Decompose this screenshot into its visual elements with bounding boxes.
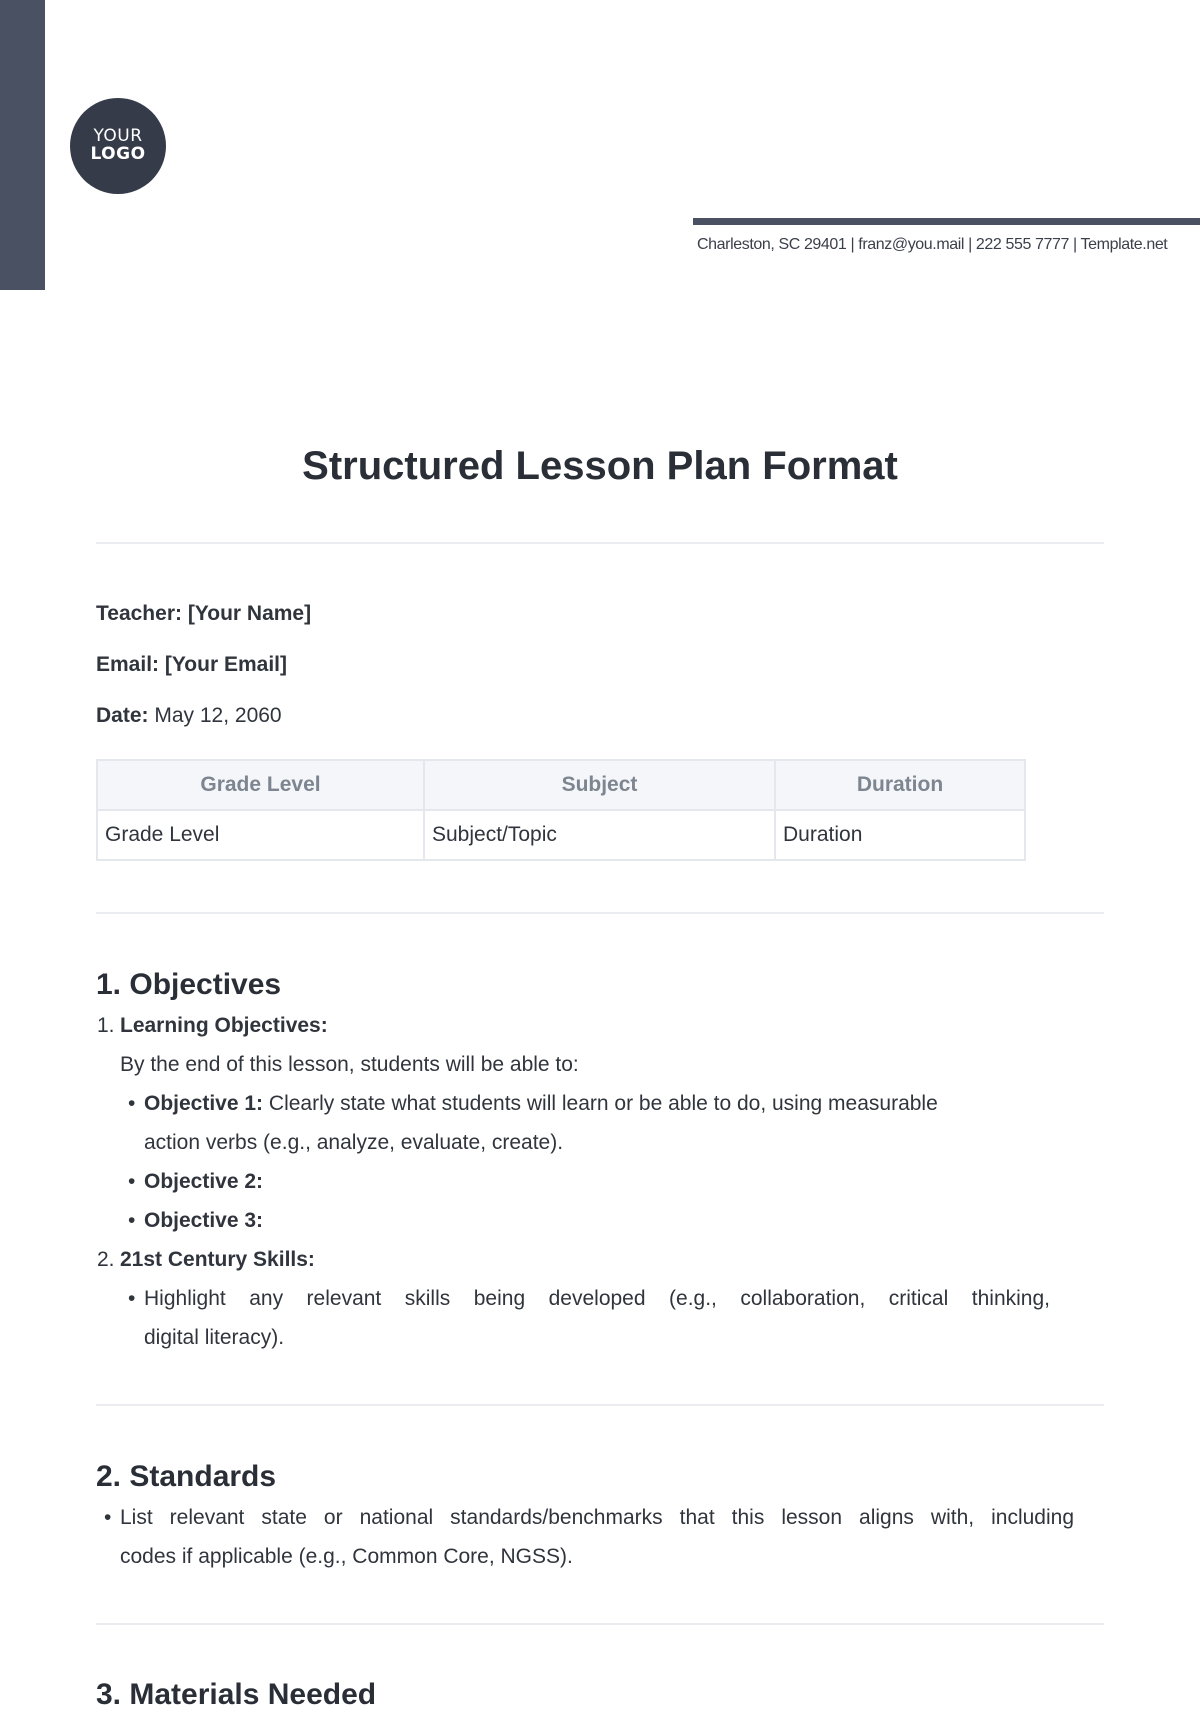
objective-1-line-2: action verbs (e.g., analyze, evaluate, create). (144, 1131, 564, 1154)
standards-line-2: codes if applicable (e.g., Common Core, NGSS). (120, 1545, 573, 1568)
objective-3-label: Objective 3: (144, 1209, 264, 1232)
objective-1-label: Objective 1: (144, 1092, 264, 1115)
bullet-dot: • (128, 1170, 136, 1193)
list-item-21st-century-skills (120, 1248, 315, 1272)
list-item-learning-objectives (120, 1014, 328, 1038)
section-heading-materials: 3. Materials Needed (96, 1678, 377, 1711)
logo-badge (70, 98, 166, 194)
lesson-info-table (96, 759, 1026, 861)
skills-line-1: Highlight any relevant skills being developed (e.g., collaboration, critical thinking, (144, 1287, 1050, 1310)
objective-1-text: Clearly state what students will learn or be able to do, using measurable (268, 1092, 938, 1115)
date-field (96, 704, 282, 728)
table-header-cell: Subject (424, 760, 775, 810)
section-heading-objectives: 1. Objectives (96, 968, 282, 1001)
objectives-intro: By the end of this lesson, students will be able to: (120, 1053, 579, 1076)
contact-info: Charleston, SC 29401 | franz@you.mail | 222 555 7777 | Template.net (697, 236, 1168, 253)
objective-2 (144, 1170, 263, 1194)
table-row (97, 810, 1025, 860)
standards-line-1: List relevant state or national standards/benchmarks that this lesson aligns with, including (120, 1506, 1074, 1529)
list-item-label: 21st Century Skills: (120, 1248, 315, 1271)
bullet-dot: • (128, 1287, 136, 1310)
bullet-dot: • (104, 1506, 112, 1529)
email-field (96, 653, 287, 677)
bullet-dot: • (128, 1092, 136, 1115)
email-text: Email: [Your Email] (96, 653, 287, 676)
document-title: Structured Lesson Plan Format (302, 444, 898, 488)
skills-line-2: digital literacy). (144, 1326, 285, 1349)
divider-title (96, 542, 1104, 544)
divider-standards (96, 1623, 1104, 1625)
teacher-text: Teacher: [Your Name] (96, 602, 312, 625)
table-cell: Duration (775, 810, 1025, 860)
list-item-label: Learning Objectives: (120, 1014, 328, 1037)
header-side-bar (0, 0, 45, 290)
table-header-cell: Duration (775, 760, 1025, 810)
section-heading-standards: 2. Standards (96, 1460, 277, 1493)
objective-2-label: Objective 2: (144, 1170, 264, 1193)
table-header-row (97, 760, 1025, 810)
objective-3 (144, 1209, 263, 1233)
table-cell: Subject/Topic (424, 810, 775, 860)
divider-table (96, 912, 1104, 914)
list-number: 1. (97, 1014, 115, 1037)
bullet-dot: • (128, 1209, 136, 1232)
logo-line-1: YOUR (93, 126, 143, 147)
table-header-cell: Grade Level (97, 760, 424, 810)
logo-line-2: LOGO (90, 144, 146, 164)
date-label: Date: (96, 704, 149, 727)
list-number: 2. (97, 1248, 115, 1271)
date-value: May 12, 2060 (154, 704, 282, 727)
teacher-field (96, 602, 311, 626)
divider-objectives (96, 1404, 1104, 1406)
table-cell: Grade Level (97, 810, 424, 860)
objective-1-line-1 (144, 1092, 938, 1116)
header-rule (693, 218, 1200, 225)
